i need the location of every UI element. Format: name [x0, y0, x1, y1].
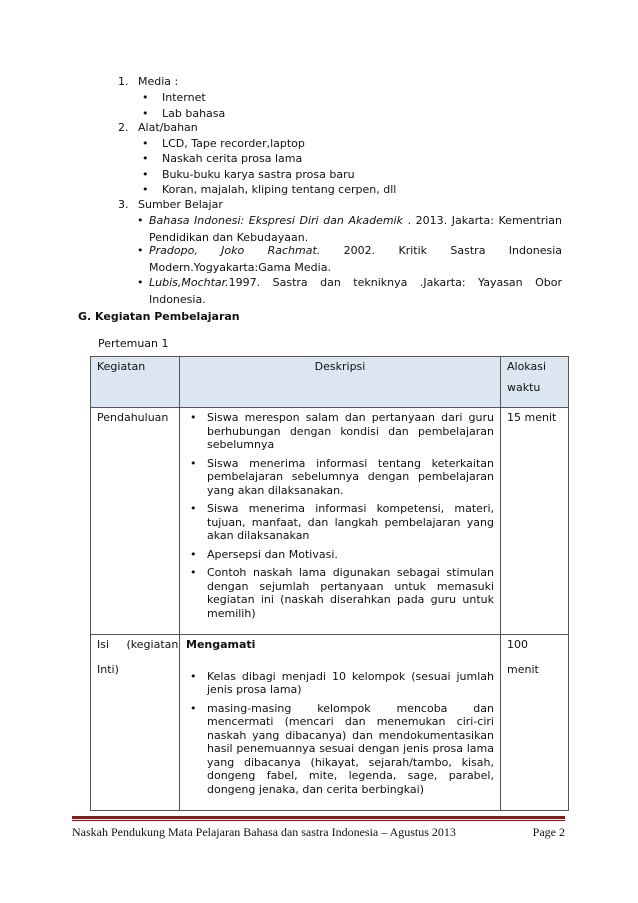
media-heading: Media :: [138, 75, 179, 88]
subheading: Mengamati: [186, 638, 256, 651]
header-kegiatan: Kegiatan: [91, 357, 180, 408]
footer-text: Naskah Pendukung Mata Pelajaran Bahasa dan sastra Indonesia – Agustus 2013: [72, 825, 456, 839]
list-number: 1.: [118, 75, 129, 88]
cell-deskripsi: [180, 635, 501, 811]
page-footer: [72, 825, 565, 840]
reference-detail: 2002. Kritik Sastra Indonesia Modern.Yogyakarta:Gama Media.: [149, 244, 562, 274]
alat-heading: Alat/bahan: [138, 121, 198, 134]
reference-detail: 1997. Sastra dan tekniknya .Jakarta: Yayasan Obor Indonesia.: [149, 276, 562, 306]
reference-title: Pradopo, Joko Rachmat.: [149, 244, 321, 257]
sumber-heading: Sumber Belajar: [138, 198, 223, 211]
list-item: • Siswa merespon salam dan pertanyaan dari guru berhubungan dengan kondisi dan pembelajaran sebelumnya: [190, 411, 494, 451]
activity-table: [90, 356, 569, 811]
list-item: • Apersepsi dan Motivasi.: [190, 547, 338, 561]
reference-item: • Bahasa Indonesi: Ekspresi Diri dan Akademik . 2013. Jakarta: Kementrian Pendidikan dan Kebudayaan.: [137, 214, 562, 244]
footer-rule: [72, 820, 565, 821]
meeting-label: Pertemuan 1: [98, 337, 169, 350]
table-row: [91, 408, 569, 635]
reference-detail: . 2013. Jakarta: Kementrian Pendidikan dan Kebudayaan.: [149, 214, 562, 244]
cell-kegiatan: Isi (kegiatan Inti): [91, 635, 180, 811]
list-item: • Siswa menerima informasi tentang keterkaitan pembelajaran sebelumnya dengan pembelajaran yang akan dilaksanakan.: [190, 456, 494, 497]
list-item: • Contoh naskah lama digunakan sebagai stimulan dengan sejumlah pertanyaan untuk memasuki kegiatan ini (naskah diserahkan pada guru untuk memilih): [190, 566, 494, 620]
list-number: 2.: [118, 121, 129, 134]
list-item: • Kelas dibagi menjadi 10 kelompok (sesuai jumlah jenis prosa lama): [190, 669, 494, 696]
list-number: 3.: [118, 198, 129, 211]
cell-kegiatan: Pendahuluan: [91, 408, 180, 635]
table-header-row: [91, 357, 569, 408]
table-row: [91, 635, 569, 811]
cell-waktu: 15 menit: [501, 408, 569, 635]
cell-deskripsi: [180, 408, 501, 635]
header-alokasi: Alokasi waktu: [501, 357, 569, 408]
reference-item: • Pradopo, Joko Rachmat. 2002. Kritik Sastra Indonesia Modern.Yogyakarta:Gama Media.: [137, 244, 562, 274]
cell-waktu: 100 menit: [501, 635, 569, 811]
list-item: • masing-masing kelompok mencoba dan mencermati (mencari dan menemukan ciri-ciri naskah yang dibacanya) dan mendokumentasikan hasil penemuannya sesuai dengan jenis prosa lama yang dibacanya (hikayat, sejarah/tambo, kisah, dongeng fabel, mite, legenda, sage, parabel, dongeng jenaka, dan cerita berbingkai): [190, 701, 494, 796]
section-heading: G. Kegiatan Pembelajaran: [78, 310, 240, 323]
header-deskripsi: Deskripsi: [180, 357, 501, 408]
list-item: • Siswa menerima informasi kompetensi, materi, tujuan, manfaat, dan langkah pembelajaran yang akan dilaksanakan: [190, 502, 494, 542]
footer-rule: [72, 816, 565, 819]
reference-title: Lubis,Mochtar.: [149, 276, 229, 289]
page-number: Page 2: [532, 825, 565, 839]
reference-title: Bahasa Indonesi: Ekspresi Diri dan Akademik: [149, 214, 403, 227]
reference-item: • Lubis,Mochtar.1997. Sastra dan tekniknya .Jakarta: Yayasan Obor Indonesia.: [137, 276, 562, 306]
